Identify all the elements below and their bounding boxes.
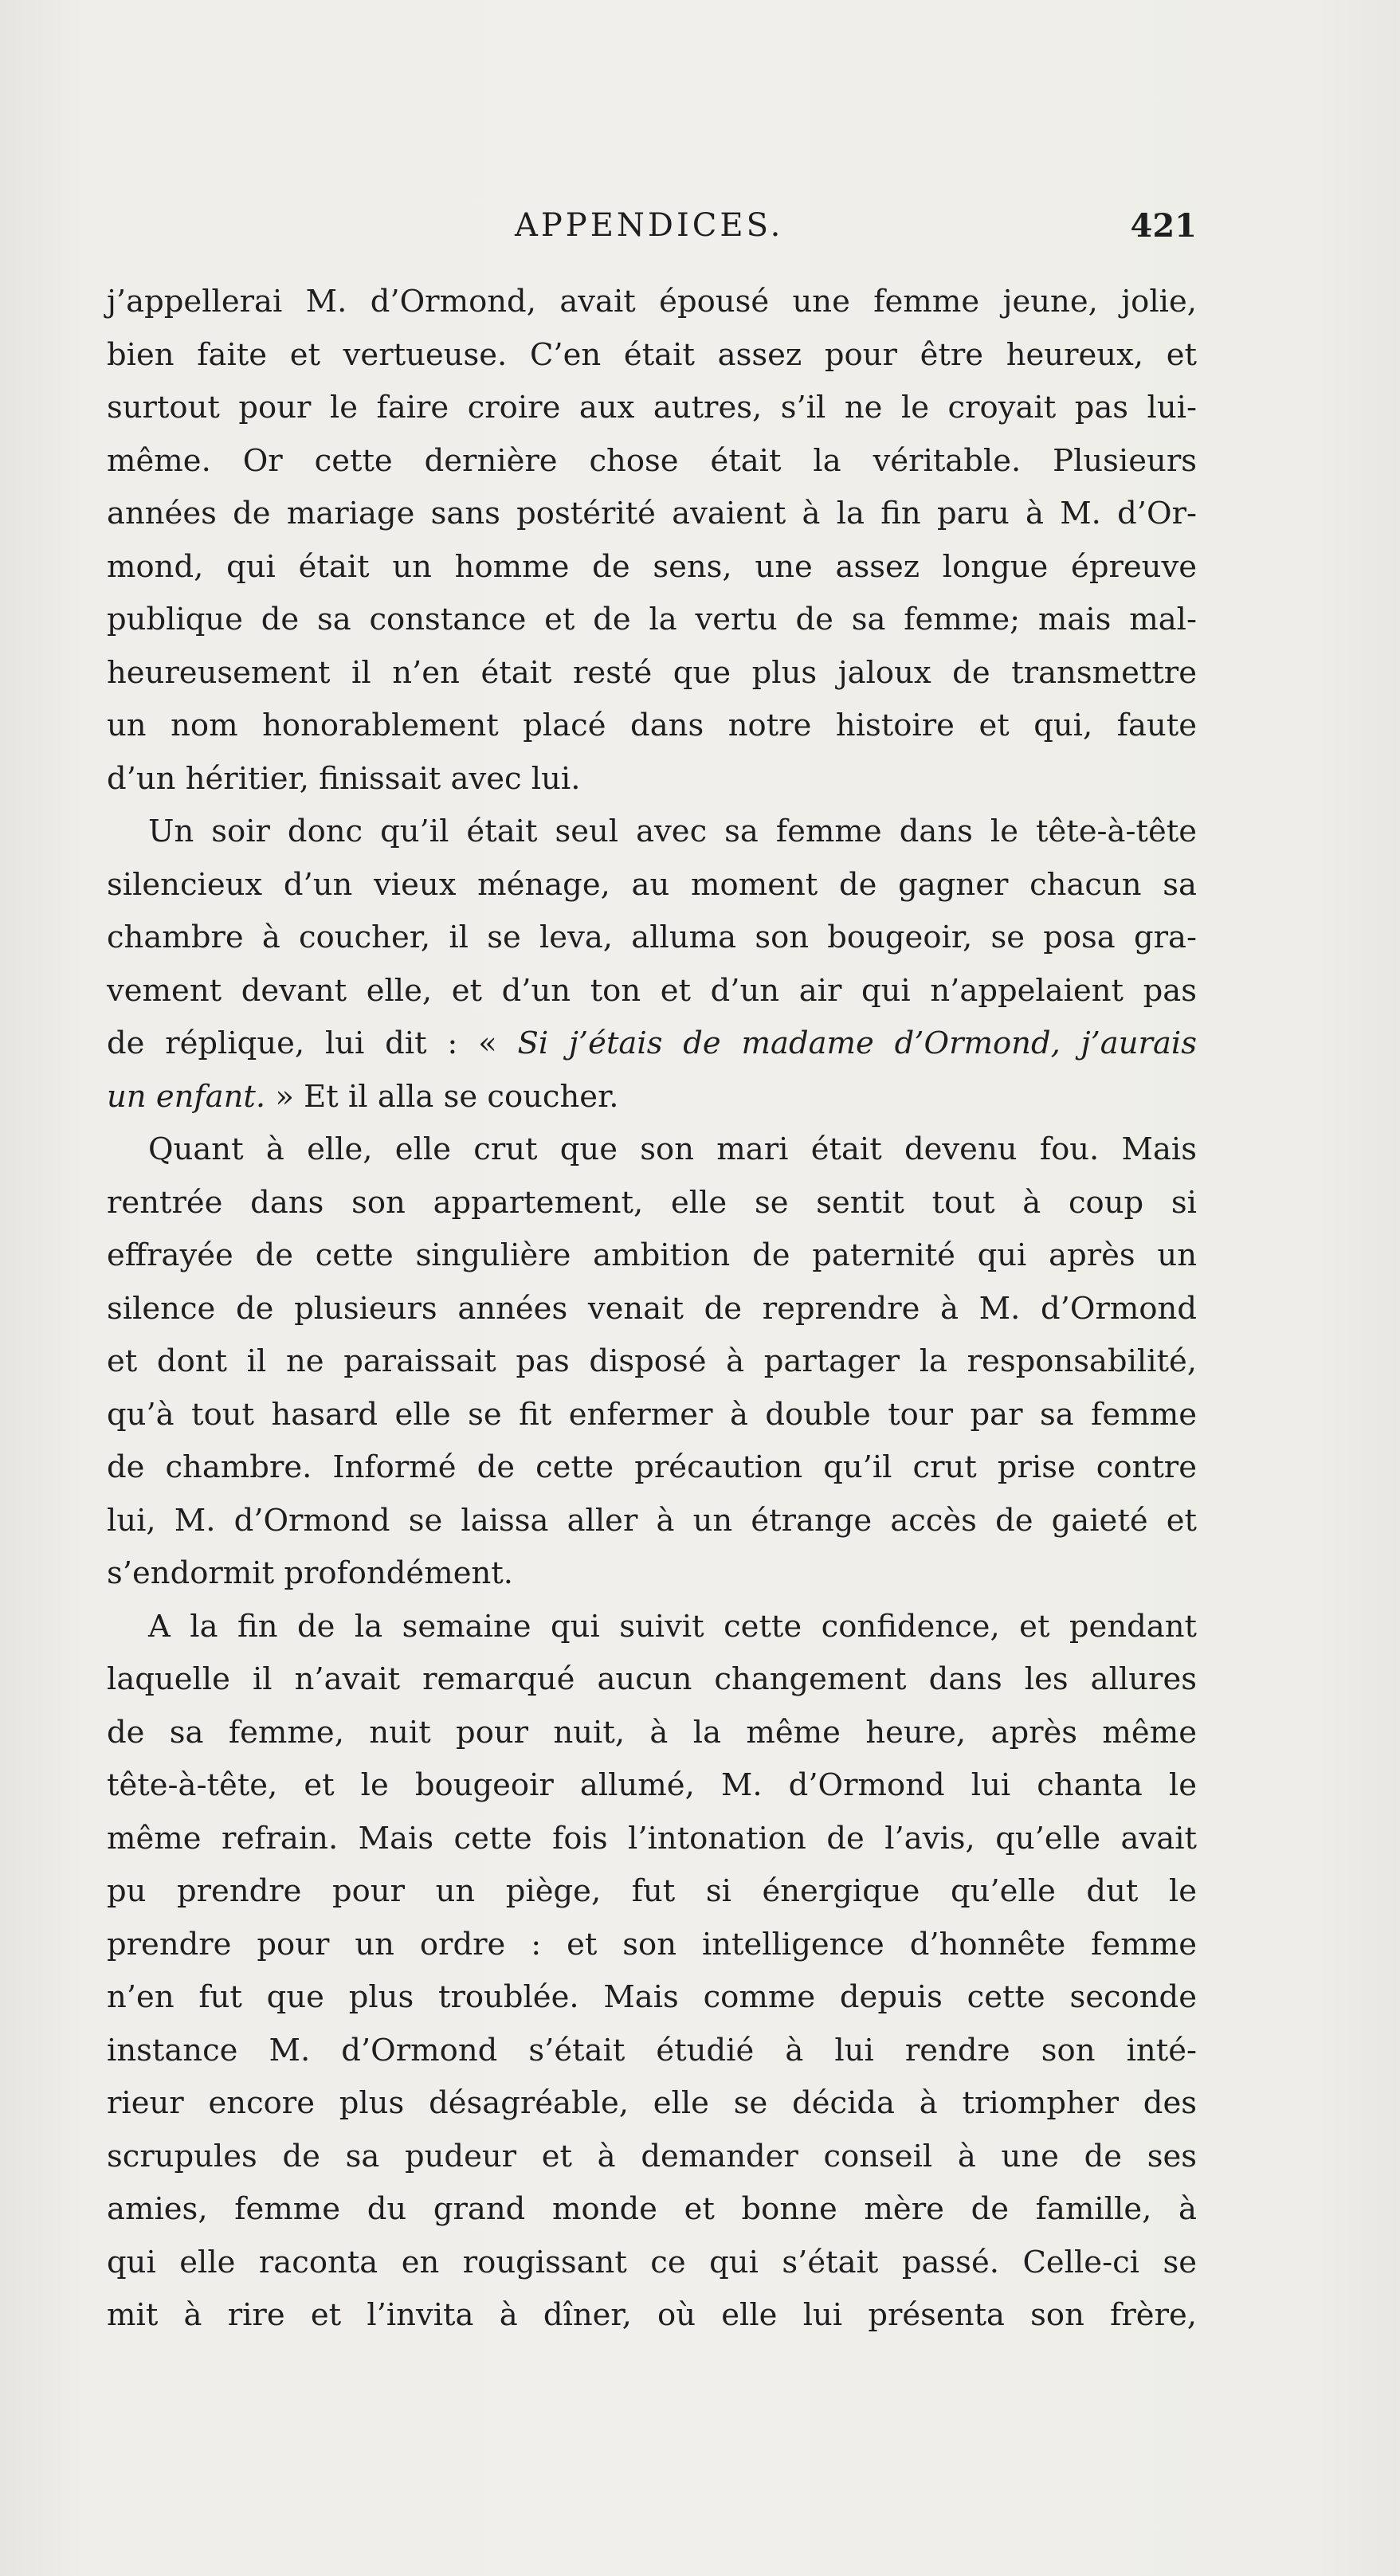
running-head: APPENDICES. — [515, 207, 784, 244]
text-line: surtout pour le faire croire aux autres, s’il ne le croyait pas lui- — [107, 390, 1197, 425]
text-line: de sa femme, nuit pour nuit, à la même heure, après même — [107, 1714, 1197, 1751]
text-line: lui, M. d’Ormond se laissa aller à un étrange accès de gaieté et — [107, 1502, 1197, 1539]
text-line: instance M. d’Ormond s’était étudié à lui rendre son inté- — [107, 2032, 1197, 2068]
text-line: silence de plusieurs années venait de reprendre à M. d’Ormond — [107, 1290, 1197, 1327]
text-line: bien faite et vertueuse. C’en était assez pour être heureux, et — [107, 336, 1197, 373]
text-line: même. Or cette dernière chose était la véritable. Plusieurs — [107, 442, 1197, 479]
text-fragment: » Et il alla se coucher. — [265, 1078, 619, 1115]
quoted-italic-text: Si j’étais de madame d’Ormond, j’aurais — [517, 1025, 1197, 1061]
page-number: 421 — [1130, 207, 1197, 245]
text-line: même refrain. Mais cette fois l’intonation de l’avis, qu’elle avait — [107, 1820, 1197, 1857]
page-header — [107, 202, 1197, 250]
text-line: années de mariage sans postérité avaient à la fin paru à M. d’Or- — [107, 496, 1197, 531]
text-line: mit à rire et l’invita à dîner, où elle lui présenta son frère, — [107, 2297, 1197, 2333]
text-line: scrupules de sa pudeur et à demander conseil à une de ses — [107, 2138, 1197, 2174]
text-line: rieur encore plus désagréable, elle se décida à triompher des — [107, 2085, 1197, 2121]
text-line: A la fin de la semaine qui suivit cette confidence, et pendant — [148, 1608, 1197, 1645]
text-line: et dont il ne paraissait pas disposé à partager la responsabilité, — [107, 1343, 1197, 1379]
text-line: qu’à tout hasard elle se fit enfermer à double tour par sa femme — [107, 1396, 1197, 1433]
text-line: j’appellerai M. d’Ormond, avait épousé une femme jeune, jolie, — [107, 284, 1197, 320]
text-fragment: de réplique, lui dit : « — [107, 1025, 518, 1061]
text-line: d’un héritier, finissait avec lui. — [107, 760, 581, 797]
text-line: rentrée dans son appartement, elle se sentit tout à coup si — [107, 1184, 1197, 1221]
text-line: s’endormit profondément. — [107, 1555, 514, 1591]
text-line: de chambre. Informé de cette précaution qu’il crut prise contre — [107, 1449, 1197, 1485]
text-line: laquelle il n’avait remarqué aucun changement dans les allures — [107, 1661, 1197, 1697]
text-line: vement devant elle, et d’un ton et d’un air qui n’appelaient pas — [107, 972, 1197, 1009]
text-line: tête-à-tête, et le bougeoir allumé, M. d’Ormond lui chanta le — [107, 1767, 1197, 1803]
text-line: Quant à elle, elle crut que son mari était devenu fou. Mais — [148, 1131, 1197, 1167]
text-line: qui elle raconta en rougissant ce qui s’était passé. Celle-ci se — [107, 2244, 1197, 2280]
text-line: n’en fut que plus troublée. Mais comme depuis cette seconde — [107, 1979, 1197, 2015]
text-line: mond, qui était un homme de sens, une assez longue épreuve — [107, 548, 1197, 585]
text-line: prendre pour un ordre : et son intelligence d’honnête femme — [107, 1926, 1197, 1962]
text-line-with-quote — [107, 1071, 1197, 1124]
body-text — [107, 276, 1197, 2343]
text-line: chambre à coucher, il se leva, alluma son bougeoir, se posa gra- — [107, 919, 1197, 955]
text-line: un nom honorablement placé dans notre histoire et qui, faute — [107, 708, 1197, 743]
text-line: heureusement il n’en était resté que plus jaloux de transmettre — [107, 654, 1197, 691]
text-line-with-quote — [107, 1017, 1197, 1071]
text-line: effrayée de cette singulière ambition de paternité qui après un — [107, 1237, 1197, 1273]
text-line: publique de sa constance et de la vertu de sa femme; mais mal- — [107, 602, 1197, 637]
text-line: pu prendre pour un piège, fut si énergique qu’elle dut le — [107, 1873, 1197, 1909]
text-line: silencieux d’un vieux ménage, au moment de gagner chacun sa — [107, 866, 1197, 903]
text-line: amies, femme du grand monde et bonne mère de famille, à — [107, 2191, 1197, 2227]
quoted-italic-text: un enfant. — [107, 1078, 266, 1115]
text-line: Un soir donc qu’il était seul avec sa femme dans le tête-à-tête — [148, 814, 1197, 849]
